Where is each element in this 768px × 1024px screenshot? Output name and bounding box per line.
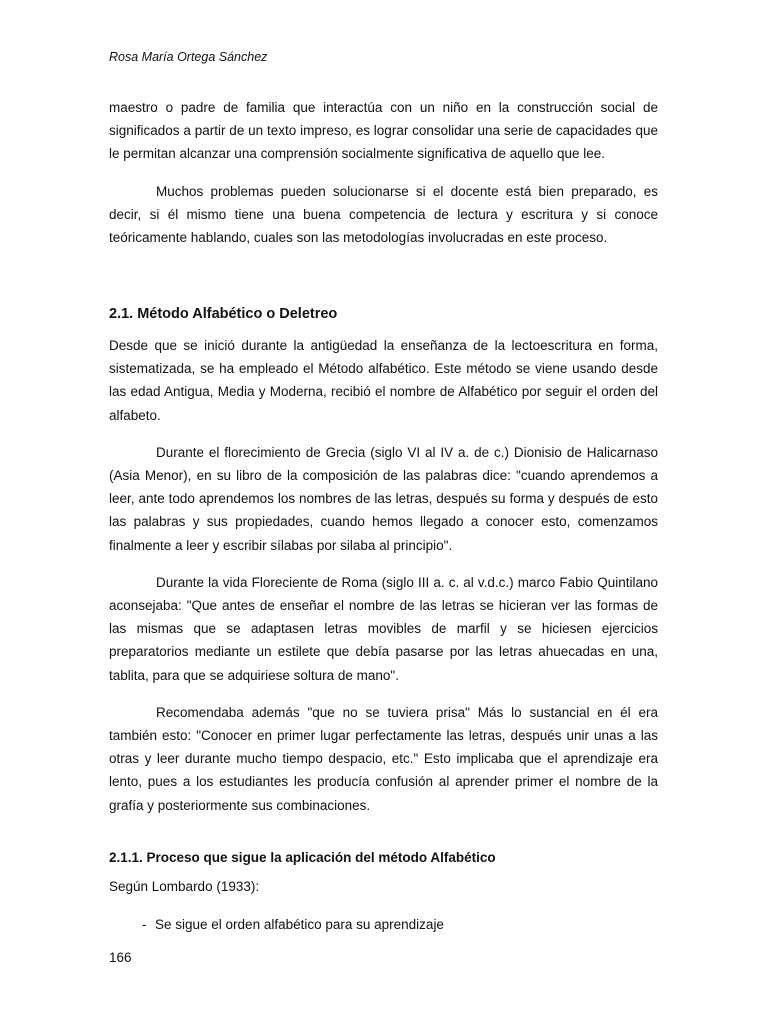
- paragraph: Recomendaba además "que no se tuviera prisa" Más lo sustancial en él era también esto: "Conocer en primer lugar perfectamente las letras, después unir unas a las otras y leer durante mucho tiempo despacio, etc." Esto implicaba que el aprendizaje era lento, pues a los estudiantes les producía confusión al aprender primer el nombre de la grafía y posteriormente sus combinaciones.: [109, 704, 658, 813]
- citation-intro: Según Lombardo (1933):: [109, 879, 260, 894]
- paragraph: maestro o padre de familia que interactúa con un niño en la construcción social de significados a partir de un texto impreso, es lograr consolidar una serie de capacidades que le permitan alcanzar una comprensión socialmente significativa de aquello que lee.: [109, 100, 658, 162]
- paragraph: Desde que se inició durante la antigüedad la enseñanza de la lectoescritura en forma, sistematizada, se ha empleado el Método alfabético. Este método se viene usando desde las edad Antigua, Media y Moderna, recibió el nombre de Alfabético por seguir el orden del alfabeto.: [109, 338, 658, 423]
- running-header: Rosa María Ortega Sánchez: [109, 50, 268, 64]
- page-number: 166: [109, 950, 132, 965]
- list-item-text: Se sigue el orden alfabético para su aprendizaje: [155, 917, 444, 932]
- section-heading: 2.1. Método Alfabético o Deletreo: [109, 306, 338, 322]
- paragraph: Durante la vida Floreciente de Roma (siglo III a. c. al v.d.c.) marco Fabio Quintilano aconsejaba: "Que antes de enseñar el nombre de las letras se hicieran ver las formas de las mismas que se adaptasen letras movibles de marfil y se hiciesen ejercicios preparatorios mediante un estilete que debía pasarse por las letras ahuecadas en una, tablita, para que se adquiriese soltura de mano".: [109, 574, 658, 683]
- paragraph: Muchos problemas pueden solucionarse si el docente está bien preparado, es decir, si él mismo tiene una buena competencia de lectura y escritura y si conoce teóricamente hablando, cuales son las metodologías involucradas en este proceso.: [109, 183, 658, 246]
- list-bullet: -: [142, 917, 147, 932]
- paragraph: Durante el florecimiento de Grecia (siglo VI al IV a. de c.) Dionisio de Halicarnaso (Asia Menor), en su libro de la composición de las palabras dice: "cuando aprendemos a leer, ante todo aprendemos los nombres de las letras, después su forma y después de esto las palabras y sus propiedades, cuando hemos llegado a conocer esto, comenzamos finalmente a leer y escribir sílabas por silaba al principio".: [109, 444, 658, 553]
- subsection-heading: 2.1.1. Proceso que sigue la aplicación del método Alfabético: [109, 850, 496, 865]
- list-item: [142, 915, 444, 935]
- section-text-block: [109, 334, 658, 817]
- intro-text-block: [109, 96, 658, 249]
